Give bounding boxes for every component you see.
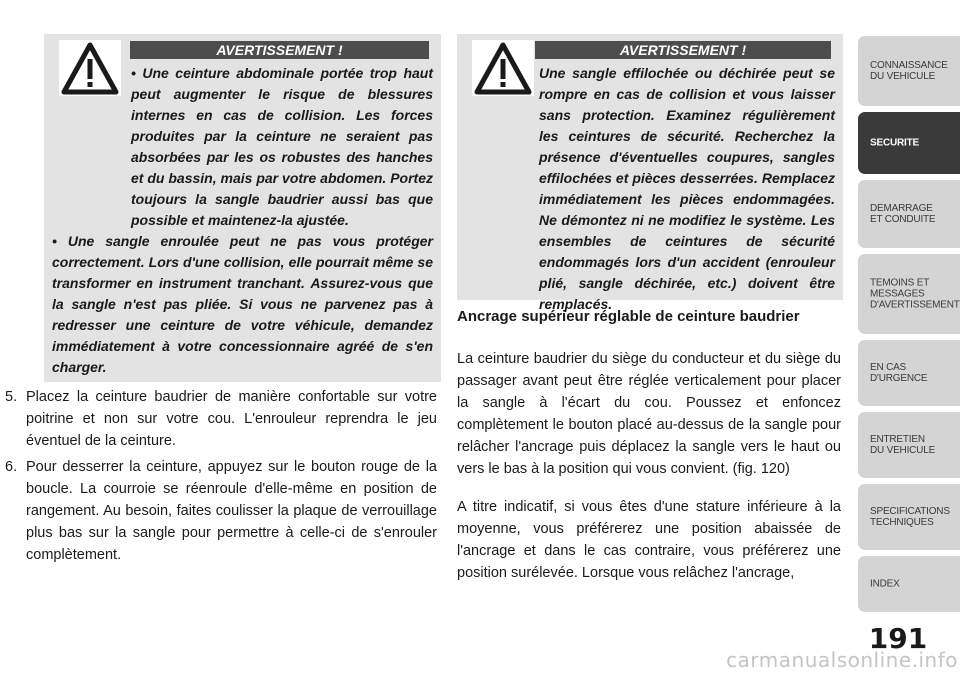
tab-securite[interactable] (858, 112, 960, 174)
tab-label: TEMOINS ET MESSAGES D'AVERTISSEMENT (870, 277, 960, 311)
item-number: 5. (5, 389, 18, 405)
paragraph: La ceinture baudrier du siège du conducteur et du siège du passager avant peut être réglée verticalement pour placer la sangle à l'écart du cou. Poussez et enfoncez complètement le bouton placé au-dessus de la sangle pour relâcher l'ancrage puis déplacez la sangle vers le haut ou vers le bas à la position qui vous convient. (fig. 120) (457, 351, 841, 477)
tab-entretien[interactable] (858, 412, 960, 478)
page-number: 191 (868, 622, 928, 655)
tab-index[interactable] (858, 556, 960, 612)
warning-bullet: • Une sangle enroulée peut ne pas vous protéger correctement. Lors d'une collision, elle pourrait même se transformer en instrument tranchant. Assurez-vous que la sangle n'est pas pliée. Si vous ne parvenez pas à redresser une ceinture de votre véhicule, demandez immédiatement à votre concessionnaire agréé de s'en charger. (52, 233, 433, 375)
tab-label: DEMARRAGE ET CONDUITE (870, 203, 936, 225)
item-text: Placez la ceinture baudrier de manière confortable sur votre poitrine et non sur votre cou. L'enrouleur reprendra le jeu éventuel de la ceinture. (26, 389, 437, 449)
tab-temoins[interactable] (858, 254, 960, 334)
tab-label: ENTRETIEN DU VEHICULE (870, 434, 936, 456)
tab-urgence[interactable] (858, 340, 960, 406)
warning-box (44, 34, 441, 382)
list-item (5, 456, 437, 566)
tab-connaissance[interactable] (858, 36, 960, 106)
paragraph: A titre indicatif, si vous êtes d'une stature inférieure à la moyenne, vous préférerez une position abaissée de l'ancrage et dans le cas contraire, vous préférerez une position surélevée. Lorsque vous relâchez l'ancrage, (457, 499, 841, 581)
warning-bullet: • Une ceinture abdominale portée trop haut peut augmenter le risque de blessures internes en cas de collision. Les forces produites par la ceinture ne seraient pas absorbées par les os robustes des hanches et du bassin, mais par votre abdomen. Portez toujours la sangle baudrier aussi bas que possible et maintenez-la ajustée. (131, 65, 433, 228)
tab-label: SPECIFICATIONS TECHNIQUES (870, 506, 950, 528)
tab-specifications[interactable] (858, 484, 960, 550)
tab-label: EN CAS D'URGENCE (870, 362, 928, 384)
tab-label: CONNAISSANCE DU VEHICULE (870, 60, 948, 82)
warning-box (457, 34, 843, 312)
item-number: 6. (5, 459, 18, 475)
item-text: Pour desserrer la ceinture, appuyez sur le bouton rouge de la boucle. La courroie se réenroule d'elle-même en position de rangement. Au besoin, faites coulisser la plaque de verrouillage plus bas sur la sangle pour permettre à celle-ci de s'enrouler complètement. (26, 459, 437, 563)
tab-label: INDEX (870, 578, 900, 590)
warning-title: AVERTISSEMENT ! (130, 41, 429, 59)
watermark: carmanualsonline.info (726, 648, 958, 672)
warning-title: AVERTISSEMENT ! (535, 41, 831, 59)
tab-label: SECURITE (870, 137, 919, 149)
section-heading: Ancrage supérieur réglable de ceinture baudrier (457, 308, 800, 325)
warning-text: Une sangle effilochée ou déchirée peut se rompre en cas de collision et vous laisser sans protection. Examinez régulièrement les ceintures de sécurité. Recherchez la présence d'éventuelles coupures, sangles effilochées et pièces desserrées. Remplacez immédiatement les pièces endommagées. Ne démontez ni ne modifiez le système. Les ensembles de ceintures de sécurité endommagés lors d'un accident (enrouleur plié, sangle déchirée, etc.) doivent être remplacés. (539, 65, 835, 312)
tab-demarrage[interactable] (858, 180, 960, 248)
list-item (5, 386, 437, 452)
